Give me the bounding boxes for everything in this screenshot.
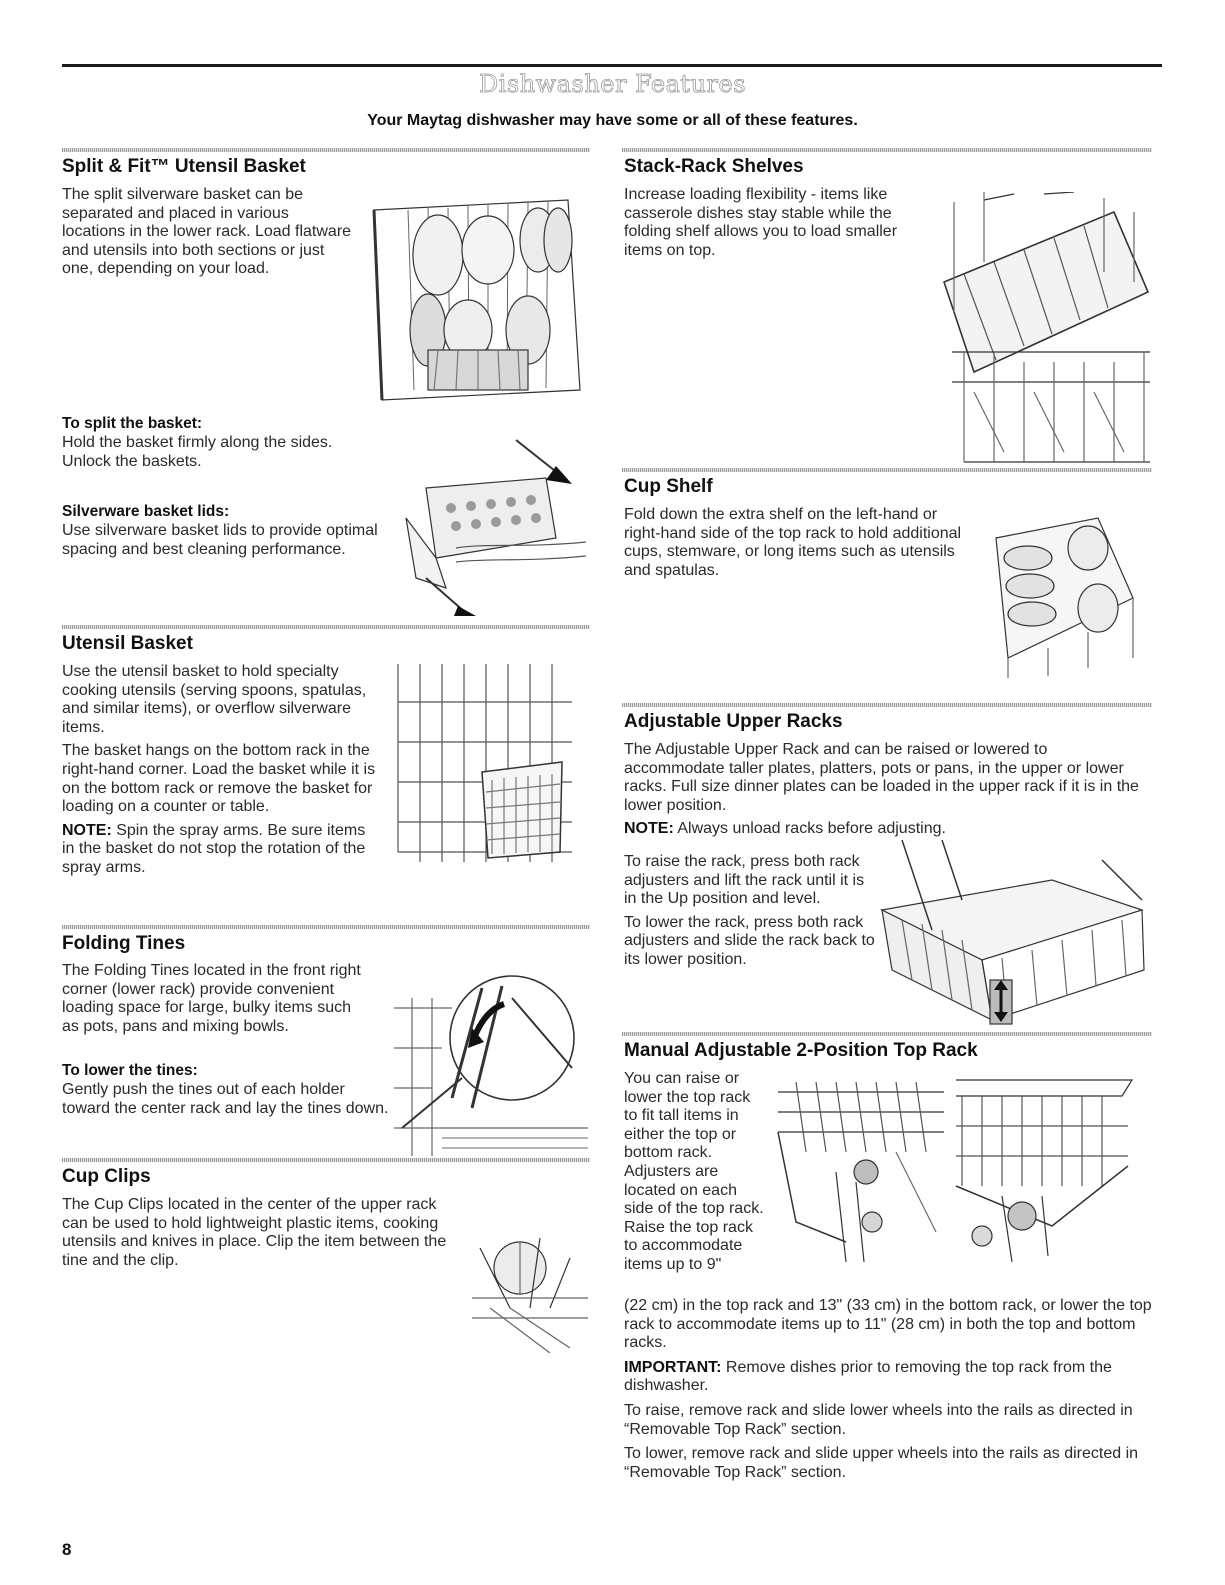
section-divider	[622, 703, 1152, 707]
manual-important-text: Remove dishes prior to removing the top rack from the dishwasher.	[624, 1358, 1112, 1395]
cup-shelf-illustration	[988, 508, 1138, 680]
section-divider	[622, 148, 1152, 152]
section-divider	[62, 925, 590, 929]
section-divider	[622, 468, 1152, 472]
top-rack-right-illustration	[952, 1076, 1136, 1268]
manual-adjustable-p1b: (22 cm) in the top rack and 13" (33 cm) in the bottom rack, or lower the top rack to accommodate items up to 11" (28 cm) in both the top and bottom racks.	[624, 1297, 1152, 1352]
page-title: Dishwasher Features	[478, 70, 747, 98]
adjustable-rack-illustration	[872, 840, 1152, 1030]
cup-clips-heading: Cup Clips	[62, 1166, 151, 1187]
adjustable-upper-body	[624, 741, 1152, 839]
adjustable-upper-p1: The Adjustable Upper Rack and can be raised or lowered to accommodate taller plates, platters, pots or pans, in the upper or lower racks. Full size dinner plates can be loaded in the upper rack if it is in the lower position.	[624, 741, 1139, 814]
adjustable-upper-heading: Adjustable Upper Racks	[624, 711, 843, 732]
top-rack-left-illustration	[776, 1072, 946, 1268]
utensil-basket-illustration	[392, 662, 578, 870]
lids-body: Use silverware basket lids to provide optimal spacing and best cleaning performance.	[62, 522, 378, 558]
lower-rack-text: To lower the rack, press both rack adjusters and slide the rack back to its lower position.	[624, 913, 875, 968]
basket-split-illustration	[396, 438, 596, 616]
split-basket-illustration	[368, 190, 586, 410]
lower-tines-label: To lower the tines:	[62, 1062, 198, 1079]
utensil-basket-heading: Utensil Basket	[62, 633, 193, 654]
section-divider	[622, 1032, 1152, 1036]
manual-adjustable-heading: Manual Adjustable 2-Position Top Rack	[624, 1040, 978, 1061]
note-label: NOTE:	[62, 821, 112, 839]
section-divider	[62, 1158, 590, 1162]
section-divider	[62, 625, 590, 629]
note-label: NOTE:	[624, 820, 674, 838]
manual-adjustable-intro: You can raise or lower the top rack to fit tall items in either the top or bottom rack. Adjusters are located on each side of the top rack. Raise the top rack to accommodate items up to 9"	[624, 1070, 764, 1273]
stack-rack-illustration	[924, 192, 1152, 464]
adjustable-upper-note-text: Always unload racks before adjusting.	[673, 820, 946, 838]
top-rule	[62, 64, 1162, 67]
utensil-basket-note-text: Spin the spray arms. Be sure items in the basket do not stop the rotation of the spray arms.	[62, 821, 366, 876]
stack-rack-heading: Stack-Rack Shelves	[624, 156, 804, 177]
manual-raise-text: To raise, remove rack and slide lower wheels into the rails as directed in “Removable Top Rack” section.	[624, 1401, 1133, 1438]
split-fit-body: The split silverware basket can be separated and placed in various locations in the lower rack. Load flatware and utensils into both sections or just one, depending on your load.	[62, 186, 352, 278]
folding-tines-body: The Folding Tines located in the front right corner (lower rack) provide convenient loading space for large, bulky items such as pots, pans and mixing bowls.	[62, 962, 361, 1035]
stack-rack-body: Increase loading flexibility - items like casserole dishes stay stable while the folding shelf allows you to load smaller items on top.	[624, 186, 898, 259]
cup-shelf-body: Fold down the extra shelf on the left-hand or right-hand side of the top rack to hold additional cups, stemware, or long items such as utensils and spatulas.	[624, 506, 962, 579]
page-subtitle: Your Maytag dishwasher may have some or all of these features.	[367, 112, 858, 129]
page-number: 8	[62, 1540, 72, 1559]
raise-rack-text: To raise the rack, press both rack adjusters and lift the rack until it is in the Up position and level.	[624, 853, 865, 908]
manual-adjustable-body	[624, 1297, 1152, 1482]
split-basket-label: To split the basket:	[62, 415, 203, 432]
lower-tines-body: Gently push the tines out of each holder toward the center rack and lay the tines down.	[62, 1081, 389, 1117]
manual-important	[624, 1359, 1152, 1396]
folding-tines-heading: Folding Tines	[62, 933, 186, 954]
cup-shelf-heading: Cup Shelf	[624, 476, 713, 497]
cup-clips-illustration	[470, 1218, 590, 1353]
important-label: IMPORTANT:	[624, 1358, 722, 1376]
utensil-basket-note	[62, 822, 380, 878]
utensil-basket-p1: Use the utensil basket to hold specialty cooking utensils (serving spoons, spatulas, and similar items), or overflow silverware items.	[62, 663, 367, 736]
utensil-basket-p2: The basket hangs on the bottom rack in the right-hand corner. Load the basket while it is on the bottom rack or remove the basket for loading on a counter or table.	[62, 742, 376, 816]
adjustable-upper-steps	[624, 853, 876, 970]
section-divider	[62, 148, 590, 152]
adjustable-upper-note	[624, 820, 1152, 839]
lids-label: Silverware basket lids:	[62, 503, 230, 520]
manual-lower-text: To lower, remove rack and slide upper wheels into the rails as directed in “Removable Top Rack” section.	[624, 1445, 1139, 1481]
cup-clips-body: The Cup Clips located in the center of the upper rack can be used to hold lightweight plastic items, cooking utensils and knives in place. Clip the item between the tine and the clip.	[62, 1196, 447, 1269]
split-basket-body: Hold the basket firmly along the sides. Unlock the baskets.	[62, 434, 333, 470]
split-fit-heading: Split & Fit™ Utensil Basket	[62, 156, 306, 177]
folding-tines-illustration	[392, 968, 590, 1158]
utensil-basket-body	[62, 663, 380, 878]
